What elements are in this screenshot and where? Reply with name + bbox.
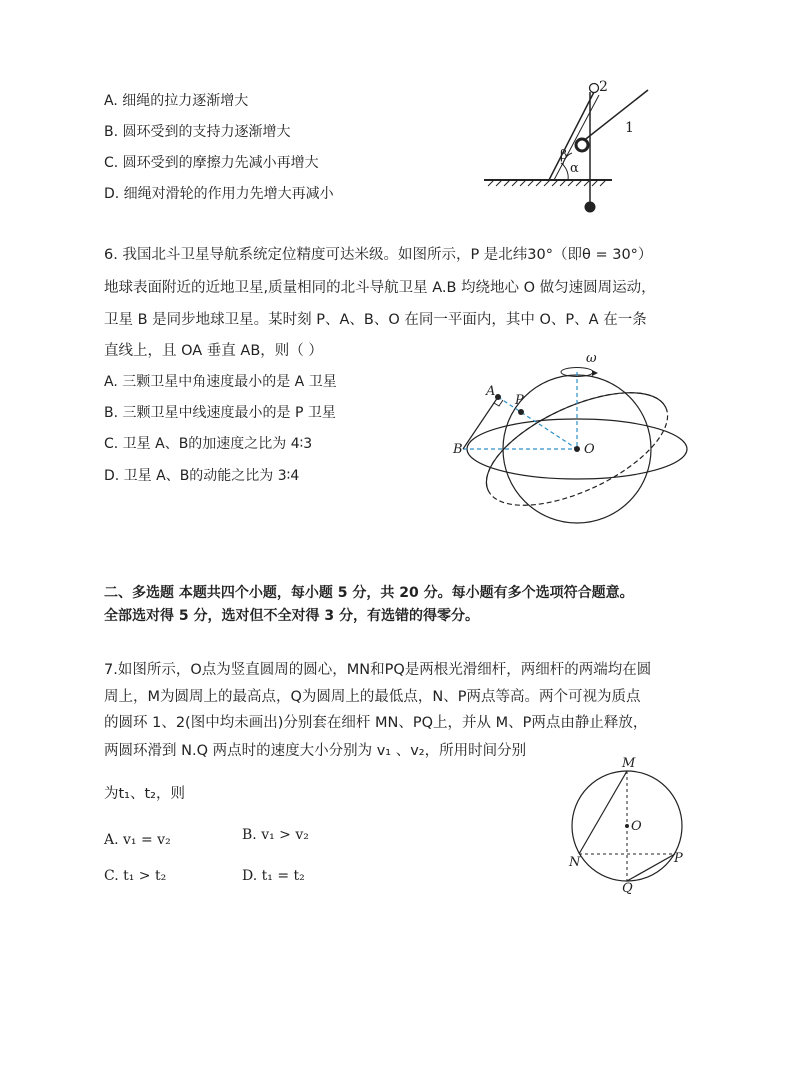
q6-option-d: D. 卫星 A、B的动能之比为 3∶4 xyxy=(104,468,300,484)
q5-label-1: 1 xyxy=(625,120,634,136)
q6-stem-line3: 卫星 B 是同步地球卫星。某时刻 P、A、B、O 在同一平面内，其中 O、P、A 在一条 xyxy=(104,312,647,328)
section2-title: 二、多选题 本题共四个小题，每小题 5 分，共 20 分。每小题有多个选项符合题意。 xyxy=(104,585,634,601)
q7-stem-line5: 为t₁、t₂，则 xyxy=(104,786,185,802)
q7-option-d: D. t₁ = t₂ xyxy=(242,868,305,884)
q5-option-a: A. 细绳的拉力逐渐增大 xyxy=(104,93,249,109)
q6-label-p: P xyxy=(515,393,524,408)
q7-label-p: P xyxy=(674,851,683,866)
q7-option-b: B. v₁ > v₂ xyxy=(242,827,309,843)
q7-label-n: N xyxy=(569,855,581,870)
q7-option-c: C. t₁ > t₂ xyxy=(104,868,167,884)
q6-label-a: A xyxy=(486,384,496,399)
section2-instructions: 全部选对得 5 分，选对但不全对得 3 分，有选错的得零分。 xyxy=(104,608,479,624)
q5-label-2: 2 xyxy=(599,79,608,95)
q7-stem-line1: 7.如图所示，O点为竖直圆周的圆心，MN和PQ是两根光滑细杆，两细杆的两端均在圆 xyxy=(104,662,652,678)
q6-stem-line1: 6. 我国北斗卫星导航系统定位精度可达米级。如图所示，P 是北纬30°（即θ = 30°） xyxy=(104,247,653,263)
q7-label-m: M xyxy=(622,756,636,771)
q7-label-o: O xyxy=(631,819,642,834)
q7-stem-line3: 的圆环 1、2(图中均未画出)分别套在细杆 MN、PQ上，并从 M、P两点由静止释放， xyxy=(104,715,648,731)
q7-stem-line2: 周上，M为圆周上的最高点，Q为圆周上的最低点，N、P两点等高。两个可视为质点 xyxy=(104,689,641,705)
q5-option-b: B. 圆环受到的支持力逐渐增大 xyxy=(104,124,291,140)
q5-label-beta: β xyxy=(560,148,568,163)
q6-stem-line4: 直线上，且 OA 垂直 AB，则（ ） xyxy=(104,343,323,359)
q5-option-c: C. 圆环受到的摩擦力先减小再增大 xyxy=(104,155,319,171)
q6-label-omega: ω xyxy=(586,351,597,366)
q7-stem-line4: 两圆环滑到 N.Q 两点时的速度大小分别为 v₁ 、v₂，所用时间分别 xyxy=(104,743,527,759)
q6-label-o: O xyxy=(584,442,595,457)
q5-option-d: D. 细绳对滑轮的作用力先增大再减小 xyxy=(104,186,334,202)
q7-label-q: Q xyxy=(622,881,633,896)
q6-option-c: C. 卫星 A、B的加速度之比为 4∶3 xyxy=(104,436,313,452)
q6-label-b: B xyxy=(453,442,463,457)
q6-stem-line2: 地球表面附近的近地卫星,质量相同的北斗导航卫星 A.B 均绕地心 O 做匀速圆周运动， xyxy=(104,280,656,296)
q5-label-alpha: α xyxy=(570,161,579,176)
q6-option-b: B. 三颗卫星中线速度最小的是 P 卫星 xyxy=(104,405,336,421)
q7-option-a: A. v₁ = v₂ xyxy=(104,832,171,848)
q6-option-a: A. 三颗卫星中角速度最小的是 A 卫星 xyxy=(104,374,337,390)
